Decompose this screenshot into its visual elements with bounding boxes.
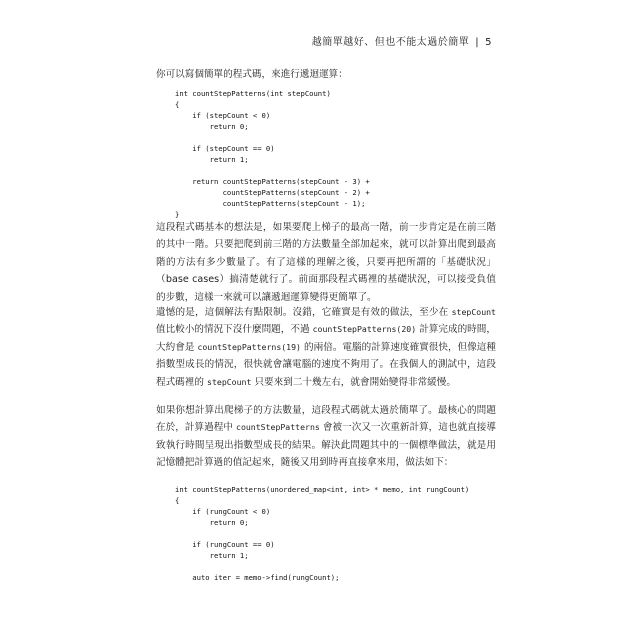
paragraph-limitation xyxy=(156,304,496,391)
code-block-memo: int countStepPatterns(unordered_map<int, int> * memo, int rungCount) { if (rungCount < 0) return 0; if (rungCount == 0) return 1; auto iter = memo->find(rungCount); xyxy=(175,485,470,582)
header-separator: | xyxy=(475,37,480,48)
running-head xyxy=(312,33,492,48)
code-block-recursive: int countStepPatterns(int stepCount) { if (stepCount < 0) return 0; if (stepCount == 0) return 1; return countStepPatterns(stepCount - 3) + countStepPatterns(stepCount - 2) + countStepPatterns(stepCount - 1); } xyxy=(175,89,370,219)
inline-code: countStepPatterns(20) xyxy=(312,324,417,335)
text-run: 只要來到二十幾左右，就會開始變得非常緩慢。 xyxy=(251,376,456,388)
paragraph-explanation: 這段程式碼基本的想法是，如果要爬上梯子的最高一階，前一步肯定是在前三階的其中一階。只要把爬到前三階的方法數量全部加起來，就可以計算出爬到最高階的方法有多少數量了。有了這樣的理解之後，只要再把所謂的「基礎狀況」（base cases）搞清楚就行了。前面那段程式碼裡的基礎狀況，可以接受負值的步數，這樣一來就可以讓遞迴運算變得更簡單了。 xyxy=(156,222,496,303)
inline-code: countStepPatterns xyxy=(236,422,320,433)
text-run: 遺憾的是，這個解法有點限制。沒錯，它確實是有效的做法，至少在 xyxy=(156,307,452,318)
inline-code: stepCount xyxy=(451,307,496,317)
intro-paragraph: 你可以寫個簡單的程式碼，來進行遞迴運算： xyxy=(156,69,348,80)
chapter-title: 越簡單越好、但也不能太過於簡單 xyxy=(311,37,470,48)
text-run: 會被一次又一次重新計算，這也就直接導致執行時間呈現出指數型成長的結果。解決此問題其中的一個標準做法，就是用記憶體把計算過的值記起來，隨後又用到時再直接拿來用，做法如下： xyxy=(156,422,496,469)
page-number: 5 xyxy=(485,37,492,48)
text-run: 值比較小的情況下沒什麼問題，不過 xyxy=(156,324,313,336)
inline-code: stepCount xyxy=(207,376,252,387)
text-run: 的兩倍。電腦的計算速度確實很快，但像這種指數型成長的情況，很快就會讓電腦的速度不夠用了。在我個人的測試中，這段程式碼裡的 xyxy=(156,341,496,388)
text-run: 如果你想計算出爬梯子的方法數量，這段程式碼就太過於簡單了。最核心的問題在於，計算過程中 xyxy=(156,405,496,434)
text-run: 計算完成的時間，大約會是 xyxy=(156,324,496,353)
paragraph-memoization xyxy=(156,402,496,472)
inline-code: countStepPatterns(19) xyxy=(197,341,301,352)
